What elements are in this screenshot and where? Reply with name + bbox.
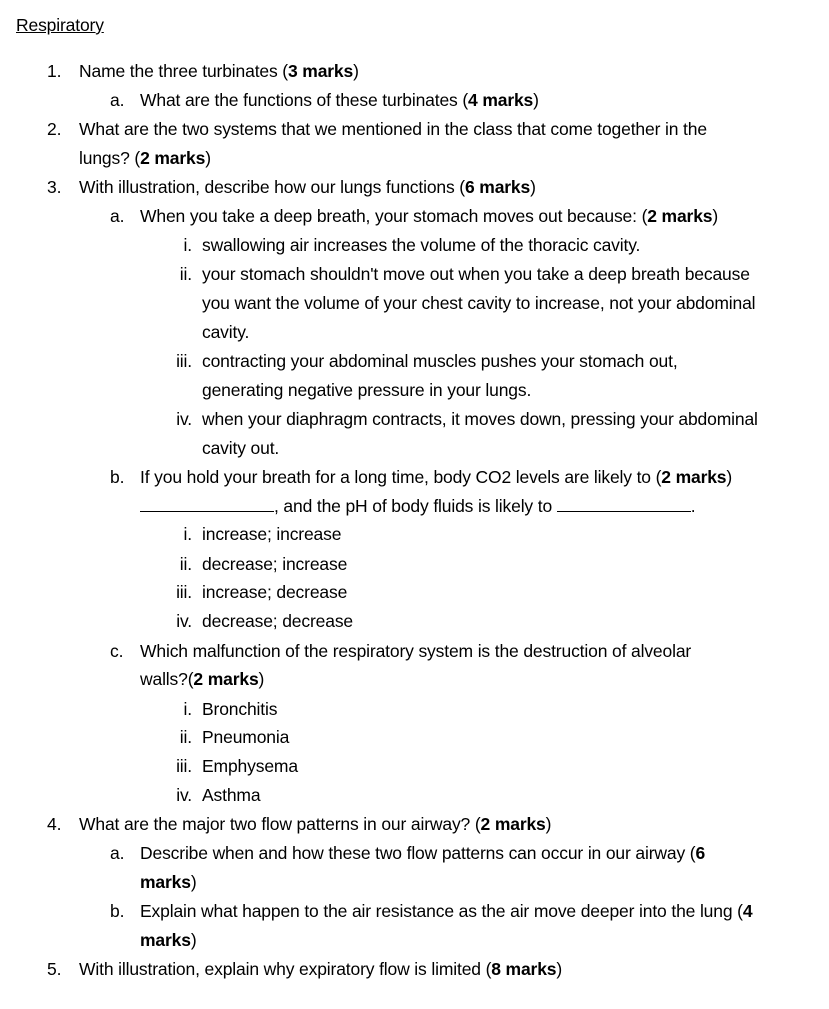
question-text-part: What are the functions of these turbinates ( (140, 90, 469, 110)
question-text (202, 553, 347, 575)
answer-blank (140, 496, 274, 512)
blank-tail: . (690, 496, 696, 516)
question-text-part: Pneumonia (202, 727, 290, 747)
question-text (202, 263, 750, 285)
item-number: ii. (179, 727, 192, 747)
item-number: iv. (176, 611, 192, 631)
question-text-part: Describe when and how these two flow patterns can occur in our airway ( (140, 843, 696, 863)
item-number: iii. (176, 756, 192, 776)
question-text (140, 495, 695, 517)
item-number: b. (110, 467, 125, 487)
question-text-part: cavity out. (202, 438, 280, 458)
question-text-part: increase; increase (202, 524, 342, 544)
question-text-continued (140, 929, 197, 951)
marks-label: 2 marks (140, 148, 206, 168)
question-text-part: increase; decrease (202, 582, 348, 602)
question-text-continued (202, 321, 249, 343)
marks-label: 6 marks (464, 177, 531, 197)
question-text-part: ) (258, 669, 265, 689)
question-text-part: If you hold your breath for a long time, body CO2 levels are likely to ( (140, 467, 662, 487)
question-text (202, 726, 289, 748)
question-text (140, 205, 718, 227)
marks-label: 3 marks (287, 61, 354, 81)
question-text-part: ) (190, 872, 197, 892)
question-text-part: contracting your abdominal muscles pushes your stomach out, (202, 351, 678, 371)
item-number: iv. (176, 785, 192, 805)
question-text (140, 842, 705, 864)
marks-label: 2 marks (647, 206, 713, 226)
question-text-part: ) (533, 90, 539, 110)
item-number: i. (183, 524, 192, 544)
question-text-part: ) (545, 814, 552, 834)
question-text-part: generating negative pressure in your lungs. (202, 380, 532, 400)
marks-label: 4 marks (468, 90, 534, 110)
question-text (140, 900, 752, 922)
item-number: iii. (176, 351, 192, 371)
question-text (79, 958, 562, 980)
question-text-part: What are the two systems that we mentioned in the class that come together in the (79, 119, 707, 139)
page-title: Respiratory (16, 15, 104, 35)
item-number: b. (110, 901, 125, 921)
question-text-part: ) (190, 930, 197, 950)
question-text-part: Which malfunction of the respiratory system is the destruction of alveolar (140, 641, 692, 661)
question-text-part: your stomach shouldn't move out when you take a deep breath because (202, 264, 750, 284)
item-number: iii. (176, 582, 192, 602)
marks-label: 4 (742, 901, 753, 921)
question-text-continued (202, 292, 755, 314)
question-text-part: you want the volume of your chest cavity to increase, not your abdominal (202, 293, 756, 313)
item-number: c. (110, 641, 124, 661)
item-number: a. (110, 90, 125, 110)
question-text-continued (140, 871, 197, 893)
question-text-continued (79, 147, 211, 169)
item-number: a. (110, 206, 125, 226)
question-text (140, 89, 539, 111)
question-text-continued (140, 668, 264, 690)
answer-blank (557, 496, 691, 512)
question-text-part: Emphysema (202, 756, 298, 776)
question-text-part: With illustration, explain why expiratory flow is limited ( (79, 959, 492, 979)
question-text-part: swallowing air increases the volume of the thoracic cavity. (202, 235, 641, 255)
question-text-part: Name the three turbinates ( (79, 61, 288, 81)
question-text (202, 610, 353, 632)
question-text-part: walls?( (140, 669, 194, 689)
marks-label: 6 (695, 843, 706, 863)
question-text-part: Bronchitis (202, 699, 278, 719)
marks-label: 2 marks (661, 467, 727, 487)
question-text-part: decrease; increase (202, 554, 348, 574)
marks-label: 2 marks (193, 669, 259, 689)
marks-label: 8 marks (491, 959, 557, 979)
item-number: 2. (47, 119, 62, 139)
question-text (79, 60, 359, 82)
question-text (202, 581, 347, 603)
item-number: 4. (47, 814, 62, 834)
question-text (79, 176, 536, 198)
question-text-part: when your diaphragm contracts, it moves down, pressing your abdominal (202, 409, 758, 429)
item-number: a. (110, 843, 125, 863)
question-text-part: ) (530, 177, 536, 197)
question-text (202, 234, 640, 256)
question-text-part: When you take a deep breath, your stomach moves out because: ( (140, 206, 648, 226)
question-text-continued (202, 379, 531, 401)
item-number: ii. (179, 554, 192, 574)
question-text-part: decrease; decrease (202, 611, 354, 631)
item-number: ii. (179, 264, 192, 284)
marks-label: marks (140, 930, 191, 950)
question-text-part: With illustration, describe how our lungs functions ( (79, 177, 465, 197)
question-text-part: ) (726, 467, 733, 487)
question-text-continued (202, 437, 279, 459)
question-text-part: ) (353, 61, 359, 81)
item-number: i. (183, 235, 192, 255)
question-text-part: ) (205, 148, 211, 168)
question-text (79, 813, 551, 835)
question-text-part: Explain what happen to the air resistance as the air move deeper into the lung ( (140, 901, 743, 921)
question-text (79, 118, 707, 140)
item-number: 5. (47, 959, 62, 979)
question-text (202, 755, 298, 777)
question-text-part: cavity. (202, 322, 250, 342)
question-text (140, 466, 732, 488)
item-number: 1. (47, 61, 62, 81)
question-text-part: lungs? ( (79, 148, 141, 168)
item-number: 3. (47, 177, 62, 197)
item-number: iv. (176, 409, 192, 429)
question-text-part: ) (712, 206, 719, 226)
blank-text: , and the pH of body fluids is likely to (274, 496, 557, 516)
question-text (202, 523, 341, 545)
item-number: i. (183, 699, 192, 719)
marks-label: 2 marks (480, 814, 546, 834)
question-text-part: What are the major two flow patterns in our airway? ( (79, 814, 481, 834)
question-text (202, 408, 758, 430)
question-text-part: Asthma (202, 785, 261, 805)
question-text (202, 698, 277, 720)
question-text-part: ) (556, 959, 563, 979)
question-text (202, 784, 260, 806)
marks-label: marks (140, 872, 191, 892)
question-text (202, 350, 678, 372)
question-text (140, 640, 691, 662)
